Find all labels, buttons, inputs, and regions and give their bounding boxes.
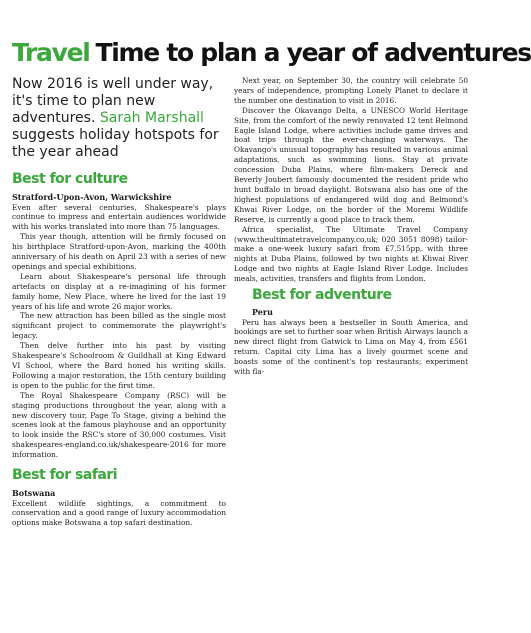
culture-place: Stratford-Upon-Avon, Warwickshire xyxy=(12,192,172,202)
column-left xyxy=(12,76,226,528)
standfirst-text: Now 2016 is well under way, it's time to plan new adventures. xyxy=(12,76,214,126)
adventure-heading: Best for adventure xyxy=(252,287,392,304)
culture-paragraph: This year though, attention will be firmly focused on his birthplace Stratford-upon-Avon, marking the 400th anniversary of his death on April 23 with a series of new openings and special exhibitions. xyxy=(12,232,226,271)
culture-paragraph: The Royal Shakespeare Company (RSC) will be staging productions throughout the year, along with a new discovery tour, Page To Stage, giving a behind the scenes look at the famous playhouse and an opportunity to look inside the RSC's store of 30,000 costumes. Visit shakespeares-england.co.uk/shakespeare-2016 for more information. xyxy=(12,390,226,460)
article-title: Time to plan a year of adventures xyxy=(95,38,531,67)
safari-paragraph: Africa specialist, The Ultimate Travel Company (www.theultimatetravelcompany.co.uk; 020 3051 8098) tailor-make a one-week luxury safari from £7,515pp, with three nights at Duba Plains, followed by two nights at Khwai River Lodge and two nights at Eagle Island River Lodge. Includes meals, activities, transfers and flights from London. xyxy=(234,224,468,284)
culture-body xyxy=(12,203,226,461)
culture-paragraph: Even after several centuries, Shakespeare's plays continue to impress and entertain audiences worldwide with his works translated into more than 75 languages. xyxy=(12,202,226,232)
culture-paragraph: Then delve further into his past by visiting Shakespeare's Schoolroom & Guildhall at King Edward VI School, where the Bard honed his writing skills. Following a major restoration, the 15th century building is open to the public for the first time. xyxy=(12,341,226,390)
safari-paragraph: Discover the Okavango Delta, a UNESCO World Heritage Site, from the comfort of the newly renovated 12 tent Belmond Eagle Island Lodge, where activities include game drives and boat trips through the ever-changing waterways. The Okavango's unusual topography has resulted in various animal adaptations, such as swimming lions. Stay at private concession Duba Plains, where film-makers Dereck and Beverly Joubert famously documented the resident pride who hunt buffalo in broad daylight. Botswana also has one of the highest populations of endangered wild dog and Belmond's Khwai River Lodge, on the border of the Moremi Wildlife Reserve, is currently a good place to track them. xyxy=(234,105,468,224)
safari-place: Botswana xyxy=(12,488,56,499)
adventure-paragraph: Peru has always been a bestseller in South America, and bookings are set to further soar when British Airways launch a new direct flight from Gatwick to Lima on May 4, from £561 return. Capital city Lima has a lively gourmet scene and boasts some of the continent's top restaurants; experiment with fla- xyxy=(234,317,468,377)
safari-body-continued xyxy=(234,76,468,284)
standfirst-suffix: suggests holiday hotspots for the year ahead xyxy=(12,127,219,160)
author-byline: Sarah Marshall xyxy=(99,110,204,126)
safari-body-start xyxy=(12,499,226,529)
column-right xyxy=(234,76,468,377)
section-kicker: Travel xyxy=(12,38,90,67)
safari-paragraph: Next year, on September 30, the country will celebrate 50 years of independence, prompting Lonely Planet to declare it the number one destination to visit in 2016. xyxy=(234,76,468,105)
safari-heading: Best for safari xyxy=(12,467,118,484)
culture-paragraph: The new attraction has been billed as the single most significant project to commemorate the playwright's legacy. xyxy=(12,311,226,341)
culture-heading: Best for culture xyxy=(12,171,128,187)
safari-paragraph: Excellent wildlife sightings, a commitment to conservation and a good range of luxury accommodation options make Botswana a top safari destination. xyxy=(12,498,226,528)
headline xyxy=(12,38,531,68)
adventure-body xyxy=(234,318,468,377)
culture-paragraph: Learn about Shakespeare's personal life through artefacts on display at a re-imagining of his former family home, New Place, where he lived for the last 19 years of his life and wrote 26 major works. xyxy=(12,271,226,311)
adventure-place: Peru xyxy=(252,307,273,318)
standfirst xyxy=(12,76,226,161)
